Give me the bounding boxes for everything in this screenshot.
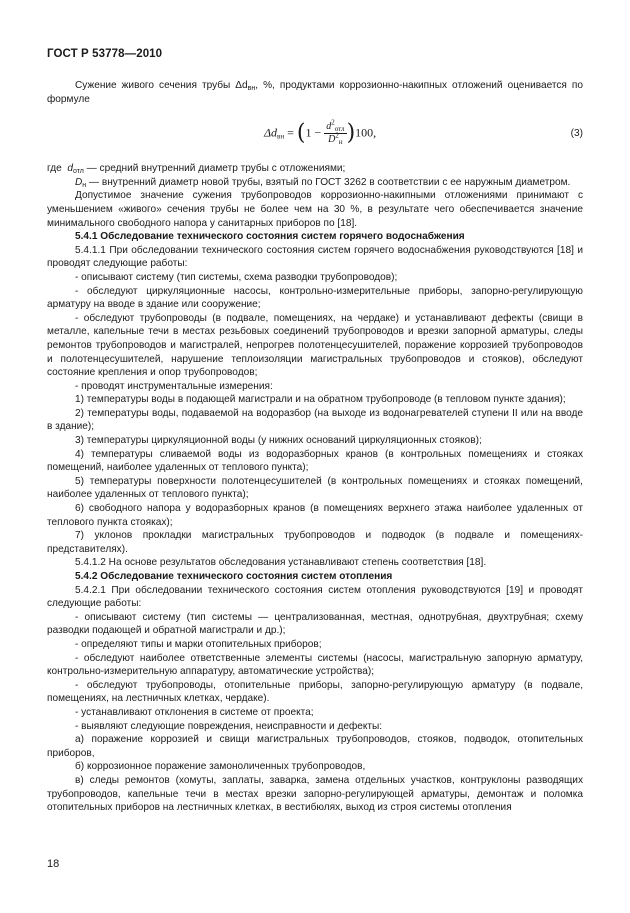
list-item: - обследуют трубопроводы (в подвале, помещениях, на чердаке) и устанавливают дефекты (свищи в металле, капельные течи в местах резьбовых соединений трубопроводов и врезки запорной арматуры, следы ремонтов трубопроводов и магистралей, непрогрев полотенцесушителей, поражение коррозией трубопроводов и полотенцесушителей, нарушение теплоизоляции магистральных трубопроводов и стояков), обследуют состояние крепления и опор трубопроводов; <box>47 312 583 379</box>
section-heading-5-4-1: 5.4.1 Обследование технического состояния систем горячего водоснабжения <box>75 231 465 243</box>
paragraph: Допустимое значение сужения трубопроводов коррозионно-накипными отложениями принимают с уменьшением «живого» сечения трубы не более чем на 30 %, в результате чего обеспечивается значение минимального свободного напора у санитарных приборов по [18]. <box>47 190 583 229</box>
list-item: - устанавливают отклонения в системе от проекта; <box>75 706 314 718</box>
document-body <box>47 79 583 815</box>
numbered-item: 6) свободного напора у водоразборных кранов (в помещениях верхнего этажа наиболее удаленных от теплового пункта стояках); <box>47 503 583 528</box>
list-item: - проводят инструментальные измерения: <box>75 380 273 392</box>
lettered-item: б) коррозионное поражение замоноличенных трубопроводов, <box>75 761 366 773</box>
lettered-item: в) следы ремонтов (хомуты, заплаты, заварка, замена отдельных участков, контруклоны разводящих трубопроводов, капельные течи в местах врезки запорно-регулирующей арматуры, демонтаж и поломка отопительных приборов на лестничных клетках, в вестибюлях, выход из строя системы отопления <box>47 774 583 814</box>
numbered-item: 2) температуры воды, подаваемой на водоразбор (на выходе из водонагревателей ступени II или на вводе в здание); <box>47 407 583 433</box>
page-number: 18 <box>47 858 60 870</box>
list-item: - обследуют трубопроводы, отопительные приборы, запорно-регулирующую арматуру (в подвале, помещениях, на лестничных клетках, чердаке). <box>47 679 583 705</box>
numbered-item: 1) температуры воды в подающей магистрали и на обратном трубопроводе (в тепловом пункте здания); <box>75 394 566 406</box>
intro-paragraph: Сужение живого сечения трубы $\Delta d_{вн}$, %, продуктами коррозионно-накипных отложений оценивается по формуле <box>47 80 583 105</box>
paragraph: 5.4.1.1 При обследовании технического состояния систем горячего водоснабжения руководствуются [18] и проводят следующие работы: <box>47 244 583 270</box>
document-header: ГОСТ Р 53778—2010 <box>47 48 163 60</box>
formula-fraction: $\frac{d^2_{отл}}{D^2_н}$ <box>326 118 345 147</box>
numbered-item: 3) температуры циркуляционной воды (у нижних оснований циркуляционных стояков); <box>75 435 482 447</box>
numbered-item: 4) температуры сливаемой воды из водоразборных кранов (в контрольных помещениях и стояках помещений, наиболее удаленных от теплового пункта); <box>47 448 583 474</box>
lettered-item: а) поражение коррозией и свищи магистральных трубопроводов, стояков, подводок, отопительных приборов, <box>47 734 583 759</box>
equation-number: (3) <box>570 128 583 140</box>
list-item: - обследуют циркуляционные насосы, контрольно-измерительные приборы, запорно-регулирующую арматуру на вводе в здание или сооружение; <box>47 285 583 311</box>
list-item: - описывают систему (тип системы — централизованная, местная, однотрубная, двухтрубная; схему разводки подающей и обратной магистрали и др.); <box>47 611 583 637</box>
section-heading-5-4-2: 5.4.2 Обследование технического состояния систем отопления <box>75 571 393 582</box>
list-item: - описывают систему (тип системы, схема разводки трубопроводов); <box>75 271 398 283</box>
formula-3 <box>47 115 583 157</box>
formula-expression: $\Delta d_{вн} = (1$ − $\frac{d^2_{отл}}{D^2_н}$ )100, <box>264 118 377 147</box>
list-item: - выявляют следующие повреждения, неисправности и дефекты: <box>75 720 383 732</box>
paragraph: 5.4.2.1 При обследовании технического состояния систем отопления руководствуются [19] и проводят следующие работы: <box>47 584 583 610</box>
list-item: - обследуют наиболее ответственные элементы системы (насосы, магистральную запорную арматуру, контрольно-измерительную аппаратуру, автоматические устройства); <box>47 652 583 678</box>
paragraph: 5.4.1.2 На основе результатов обследования устанавливают степень соответствия [18]. <box>75 557 487 569</box>
numbered-item: 7) уклонов прокладки магистральных трубопроводов и подводок (в подвале и помещениях-представителях). <box>47 530 583 555</box>
where-d-definition: где $d_{отл}$ — средний внутренний диаметр трубы с отложениями; <box>47 163 346 176</box>
numbered-item: 5) температуры поверхности полотенцесушителей (в контрольных помещениях и стояках помещений, наиболее удаленных от теплового пункта); <box>47 475 583 501</box>
list-item: - определяют типы и марки отопительных приборов; <box>75 638 322 650</box>
where-D-definition: $D_н$ — внутренний диаметр новой трубы, взятый по ГОСТ 3262 в соответствии с ее наружным диаметром. <box>75 176 571 189</box>
